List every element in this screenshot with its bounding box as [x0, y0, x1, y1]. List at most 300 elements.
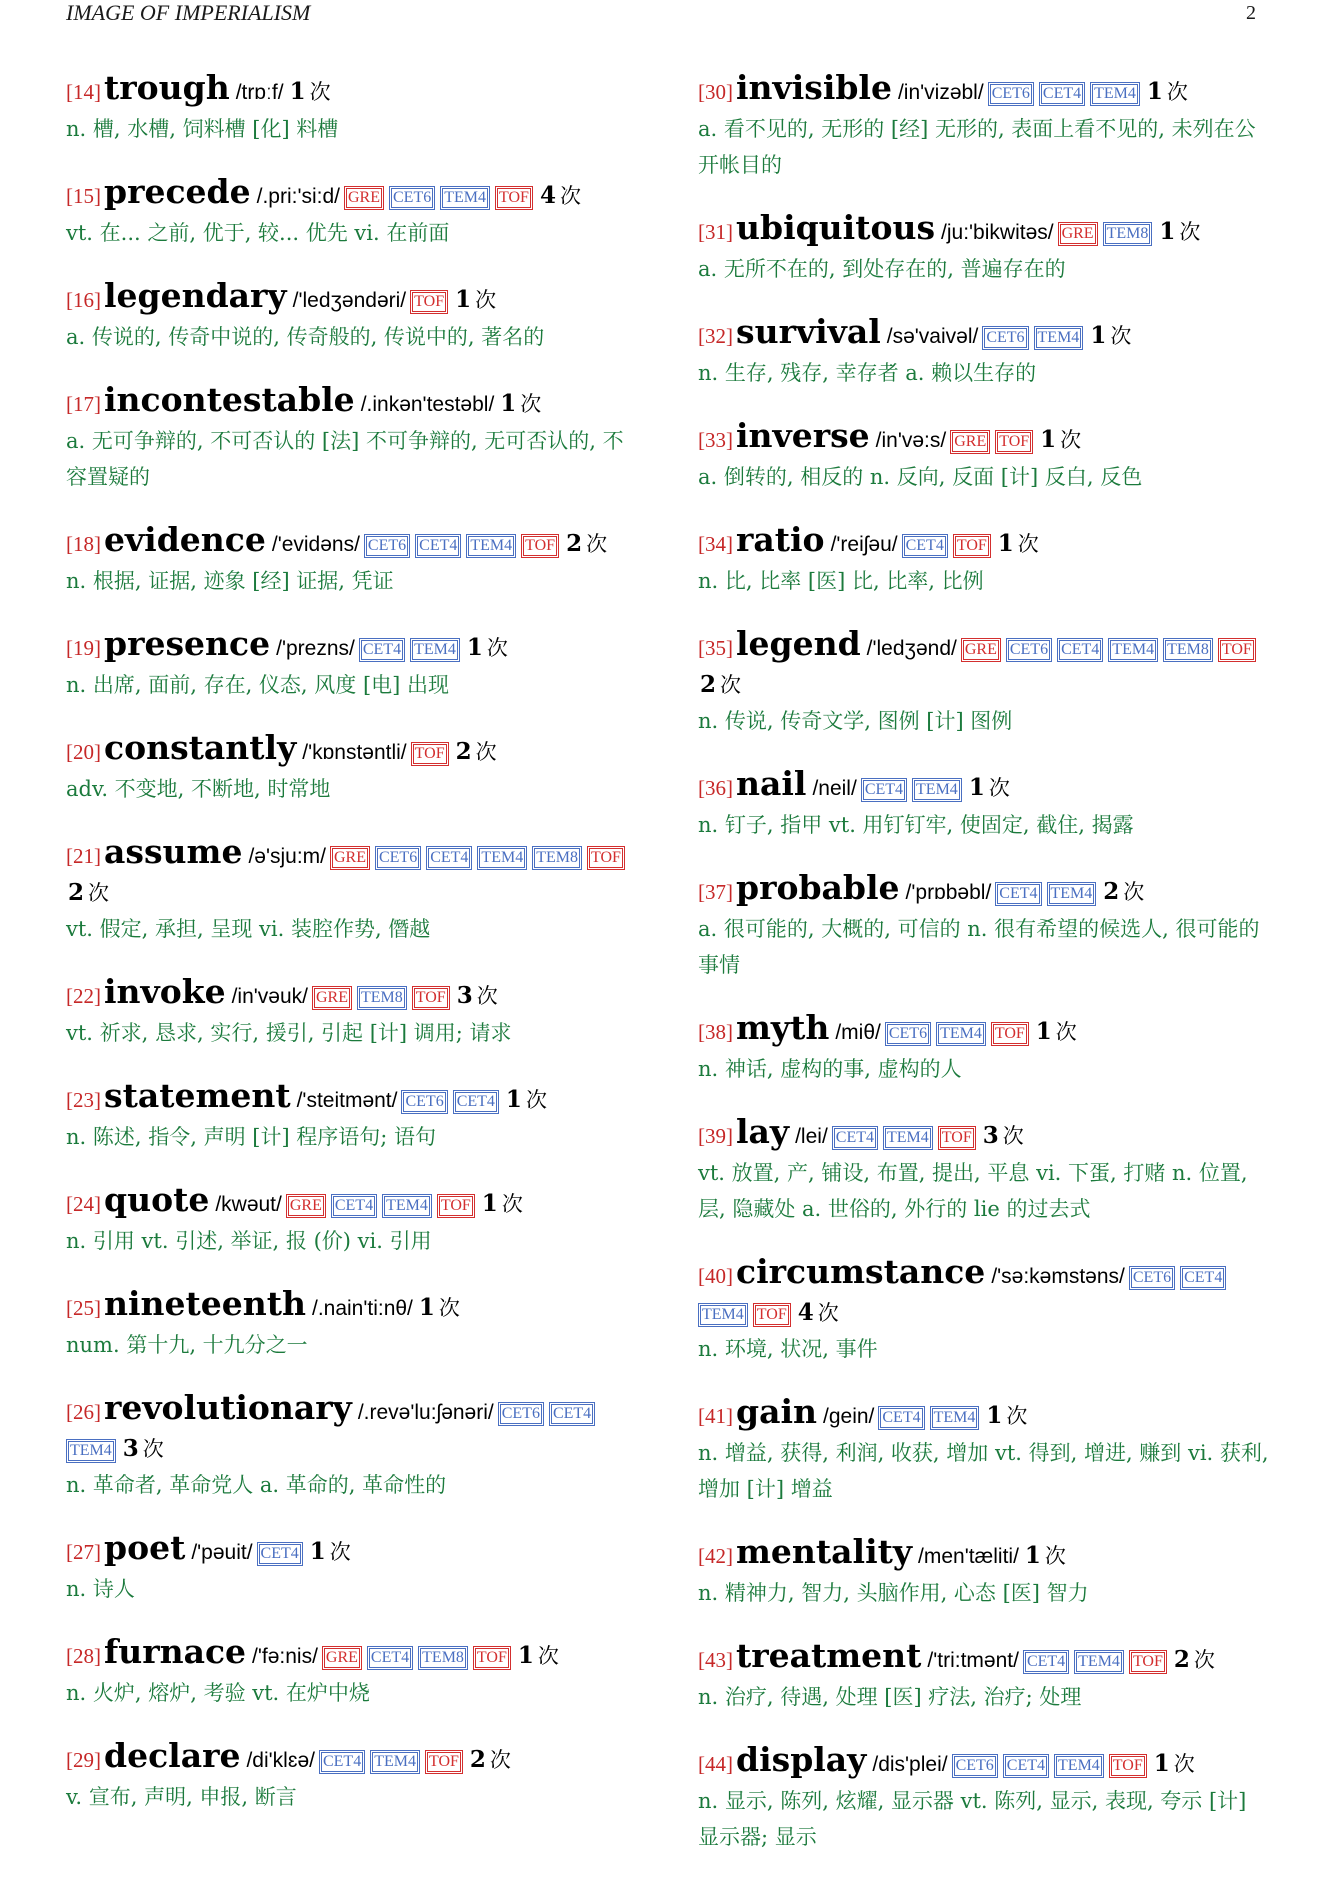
frequency-unit: 次: [489, 1748, 511, 1772]
frequency-unit: 次: [486, 636, 508, 660]
exam-tag-badge: TEM4: [477, 846, 527, 870]
vocab-entry: [698, 766, 1270, 843]
frequency-count: 1: [481, 1190, 498, 1217]
headword: trough: [104, 68, 230, 107]
definition-text: n. 槽, 水槽, 饲料槽 [化] 料槽: [66, 117, 339, 141]
entry-headline: [698, 1638, 1270, 1679]
entry-index: [25]: [66, 1296, 101, 1320]
frequency-count: 2: [455, 738, 472, 765]
frequency-unit: 次: [475, 288, 497, 312]
entry-index: [27]: [66, 1540, 101, 1564]
headword: ubiquitous: [736, 208, 936, 247]
entry-index: [26]: [66, 1400, 101, 1424]
exam-tag-badge: CET4: [359, 638, 405, 662]
phonetic: /ju:'bikwitəs/: [941, 221, 1054, 244]
definition-text: v. 宣布, 声明, 申报, 断言: [66, 1785, 297, 1809]
entry-index: [34]: [698, 532, 733, 556]
phonetic: /'steitmənt/: [296, 1089, 398, 1112]
frequency-unit: 次: [1006, 1404, 1028, 1428]
vocab-entry: [66, 834, 638, 947]
headword: declare: [104, 1736, 241, 1775]
definition-text: a. 无可争辩的, 不可否认的 [法] 不可争辩的, 无可否认的, 不容置疑的: [66, 429, 624, 489]
entry-headline: [698, 210, 1270, 251]
entry-headline: [698, 1114, 1270, 1155]
exam-tag-badge: GRE: [286, 1194, 326, 1218]
phonetic: /'pəuit/: [191, 1541, 253, 1564]
vocab-entry: [698, 1638, 1270, 1715]
definition-text: n. 增益, 获得, 利润, 收获, 增加 vt. 得到, 增进, 赚到 vi. 获利, 增加 [计] 增益: [698, 1441, 1269, 1501]
entry-headline: [66, 1286, 638, 1327]
headword: poet: [104, 1528, 186, 1567]
entry-headline: [66, 974, 638, 1015]
exam-tag-badge: CET6: [982, 326, 1028, 350]
entry-headline: [66, 626, 638, 667]
exam-tag-badge: CET4: [832, 1126, 878, 1150]
exam-tag-badge: TOF: [1218, 638, 1256, 662]
definition-text: adv. 不变地, 不断地, 时常地: [66, 777, 331, 801]
entry-index: [32]: [698, 324, 733, 348]
headword: myth: [736, 1008, 830, 1047]
frequency-count: 3: [456, 982, 473, 1009]
phonetic: /'fə:nis/: [252, 1645, 318, 1668]
vocab-entry: [66, 278, 638, 355]
entry-headline: [66, 1738, 638, 1779]
headword: nineteenth: [104, 1284, 306, 1323]
definition-text: n. 显示, 陈列, 炫耀, 显示器 vt. 陈列, 显示, 表现, 夸示 [计] 显示器; 显示: [698, 1789, 1247, 1849]
entry-headline: [698, 1394, 1270, 1435]
exam-tag-badge: TEM4: [466, 534, 516, 558]
frequency-count: 1: [418, 1294, 435, 1321]
vocab-entry: [698, 418, 1270, 495]
frequency-count: 1: [466, 634, 483, 661]
headword: invoke: [104, 972, 226, 1011]
definition-text: vt. 假定, 承担, 呈现 vi. 装腔作势, 僭越: [66, 917, 431, 941]
entry-index: [38]: [698, 1020, 733, 1044]
exam-tag-badge: TOF: [953, 534, 991, 558]
definition-text: n. 根据, 证据, 迹象 [经] 证据, 凭证: [66, 569, 394, 593]
entry-headline: [66, 70, 638, 111]
definition-text: n. 比, 比率 [医] 比, 比率, 比例: [698, 569, 984, 593]
exam-tag-badge: CET6: [401, 1090, 447, 1114]
definition-text: n. 神话, 虚构的事, 虚构的人: [698, 1057, 962, 1081]
phonetic: /.pri:'si:d/: [256, 185, 340, 208]
frequency-count: 2: [700, 671, 717, 698]
definition-text: vt. 在... 之前, 优于, 较... 优先 vi. 在前面: [66, 221, 450, 245]
exam-tag-badge: GRE: [312, 986, 352, 1010]
frequency-unit: 次: [476, 984, 498, 1008]
definition-text: vt. 放置, 产, 铺设, 布置, 提出, 平息 vi. 下蛋, 打赌 n. 位置, 层, 隐藏处 a. 世俗的, 外行的 lie 的过去式: [698, 1161, 1248, 1221]
frequency-unit: 次: [1166, 80, 1188, 104]
frequency-unit: 次: [501, 1192, 523, 1216]
frequency-count: 1: [517, 1642, 534, 1669]
frequency-unit: 次: [1055, 1020, 1077, 1044]
phonetic: /'prɒbəbl/: [905, 881, 992, 904]
entry-headline: [698, 1254, 1270, 1331]
headword: gain: [736, 1392, 817, 1431]
headword: treatment: [736, 1636, 922, 1675]
entry-index: [43]: [698, 1648, 733, 1672]
vocab-entry: [66, 1530, 638, 1607]
phonetic: /lei/: [795, 1125, 828, 1148]
headword: probable: [736, 868, 900, 907]
exam-tag-badge: TEM4: [698, 1303, 748, 1327]
entry-index: [21]: [66, 844, 101, 868]
definition-text: n. 诗人: [66, 1577, 135, 1601]
exam-tag-badge: TEM4: [930, 1406, 980, 1430]
headword: constantly: [104, 728, 297, 767]
vocab-entry: [698, 1114, 1270, 1227]
headword: display: [736, 1740, 867, 1779]
vocab-entry: [698, 870, 1270, 983]
entry-headline: [698, 626, 1270, 703]
vocab-entry: [66, 1182, 638, 1259]
entry-index: [23]: [66, 1088, 101, 1112]
definition-text: a. 倒转的, 相反的 n. 反向, 反面 [计] 反白, 反色: [698, 465, 1143, 489]
exam-tag-badge: CET4: [426, 846, 472, 870]
exam-tag-badge: TEM4: [382, 1194, 432, 1218]
exam-tag-badge: GRE: [1058, 222, 1098, 246]
entry-index: [14]: [66, 80, 101, 104]
phonetic: /in'və:s/: [875, 429, 947, 452]
entry-index: [18]: [66, 532, 101, 556]
phonetic: /neil/: [812, 777, 857, 800]
frequency-count: 2: [68, 879, 85, 906]
definition-text: n. 环境, 状况, 事件: [698, 1337, 878, 1361]
entry-headline: [698, 1010, 1270, 1051]
definition-text: n. 生存, 残存, 幸存者 a. 赖以生存的: [698, 361, 1037, 385]
frequency-count: 1: [289, 78, 306, 105]
frequency-unit: 次: [520, 392, 542, 416]
entry-index: [44]: [698, 1752, 733, 1776]
definition-text: n. 陈述, 指令, 声明 [计] 程序语句; 语句: [66, 1125, 437, 1149]
headword: incontestable: [104, 380, 355, 419]
frequency-unit: 次: [1017, 532, 1039, 556]
entry-index: [16]: [66, 288, 101, 312]
exam-tag-badge: TOF: [495, 186, 533, 210]
frequency-unit: 次: [1002, 1124, 1024, 1148]
frequency-count: 2: [566, 530, 583, 557]
headword: circumstance: [736, 1252, 986, 1291]
exam-tag-badge: CET4: [453, 1090, 499, 1114]
vocab-entry: [698, 210, 1270, 287]
frequency-unit: 次: [1173, 1752, 1195, 1776]
definition-text: n. 革命者, 革命党人 a. 革命的, 革命性的: [66, 1473, 447, 1497]
headword: lay: [736, 1112, 790, 1151]
entry-headline: [698, 70, 1270, 111]
frequency-unit: 次: [88, 881, 110, 905]
entry-headline: [66, 1078, 638, 1119]
frequency-unit: 次: [559, 184, 581, 208]
vocab-entry: [698, 314, 1270, 391]
vocab-entry: [698, 626, 1270, 739]
frequency-unit: 次: [1044, 1544, 1066, 1568]
entry-headline: [66, 834, 638, 911]
frequency-count: 1: [505, 1086, 522, 1113]
frequency-unit: 次: [475, 740, 497, 764]
headword: quote: [104, 1180, 210, 1219]
entry-index: [19]: [66, 636, 101, 660]
exam-tag-badge: TEM4: [66, 1439, 116, 1463]
headword: survival: [736, 312, 881, 351]
exam-tag-badge: CET4: [861, 778, 907, 802]
entry-headline: [66, 382, 638, 423]
exam-tag-badge: TOF: [995, 430, 1033, 454]
frequency-count: 1: [1024, 1542, 1041, 1569]
headword: legend: [736, 624, 861, 663]
entry-headline: [698, 1534, 1270, 1575]
vocab-entry: [66, 382, 638, 495]
headword: evidence: [104, 520, 266, 559]
definition-text: a. 很可能的, 大概的, 可信的 n. 很有希望的候选人, 很可能的事情: [698, 917, 1260, 977]
frequency-unit: 次: [1110, 324, 1132, 348]
headword: invisible: [736, 68, 892, 107]
entry-headline: [66, 1634, 638, 1675]
entry-index: [24]: [66, 1192, 101, 1216]
vocab-entry: [698, 1254, 1270, 1367]
exam-tag-badge: CET4: [1039, 82, 1085, 106]
phonetic: /di'klɛə/: [246, 1749, 315, 1772]
exam-tag-badge: TEM4: [1090, 82, 1140, 106]
phonetic: /'tri:tmənt/: [927, 1649, 1019, 1672]
exam-tag-badge: GRE: [961, 638, 1001, 662]
vocab-entry: [66, 974, 638, 1051]
exam-tag-badge: CET4: [367, 1646, 413, 1670]
exam-tag-badge: CET6: [952, 1754, 998, 1778]
definition-text: n. 出席, 面前, 存在, 仪态, 风度 [电] 出现: [66, 673, 450, 697]
entry-index: [33]: [698, 428, 733, 452]
phonetic: /'evidəns/: [271, 533, 360, 556]
exam-tag-badge: TEM4: [410, 638, 460, 662]
frequency-count: 2: [1103, 878, 1120, 905]
exam-tag-badge: CET6: [885, 1022, 931, 1046]
definition-text: n. 传说, 传奇文学, 图例 [计] 图例: [698, 709, 1013, 733]
headword: precede: [104, 172, 251, 211]
vocab-entry: [698, 1394, 1270, 1507]
exam-tag-badge: CET6: [988, 82, 1034, 106]
frequency-unit: 次: [1179, 220, 1201, 244]
exam-tag-badge: TEM4: [936, 1022, 986, 1046]
exam-tag-badge: TEM4: [370, 1750, 420, 1774]
entry-index: [20]: [66, 740, 101, 764]
exam-tag-badge: CET4: [878, 1406, 924, 1430]
exam-tag-badge: TOF: [1109, 1754, 1147, 1778]
definition-text: a. 无所不在的, 到处存在的, 普遍存在的: [698, 257, 1066, 281]
vocab-entry: [66, 1738, 638, 1815]
phonetic: /miθ/: [835, 1021, 881, 1044]
exam-tag-badge: CET6: [1129, 1266, 1175, 1290]
entry-index: [42]: [698, 1544, 733, 1568]
vocab-entry: [66, 1634, 638, 1711]
entry-index: [28]: [66, 1644, 101, 1668]
exam-tag-badge: TEM4: [440, 186, 490, 210]
exam-tag-badge: CET4: [319, 1750, 365, 1774]
exam-tag-badge: CET4: [1003, 1754, 1049, 1778]
frequency-count: 1: [309, 1538, 326, 1565]
exam-tag-badge: TOF: [587, 846, 625, 870]
exam-tag-badge: TOF: [991, 1022, 1029, 1046]
frequency-count: 1: [1035, 1018, 1052, 1045]
vocab-entry: [66, 174, 638, 251]
vocab-entry: [66, 1390, 638, 1503]
frequency-unit: 次: [988, 776, 1010, 800]
definition-text: vt. 祈求, 恳求, 实行, 援引, 引起 [计] 调用; 请求: [66, 1021, 512, 1045]
frequency-unit: 次: [438, 1296, 460, 1320]
page-number: 2: [1246, 2, 1256, 24]
frequency-count: 1: [968, 774, 985, 801]
exam-tag-badge: TEM8: [357, 986, 407, 1010]
headword: furnace: [104, 1632, 247, 1671]
exam-tag-badge: TEM4: [912, 778, 962, 802]
entry-headline: [698, 522, 1270, 563]
frequency-count: 1: [1153, 1750, 1170, 1777]
headword: presence: [104, 624, 271, 663]
exam-tag-badge: TEM4: [883, 1126, 933, 1150]
exam-tag-badge: TEM8: [1103, 222, 1153, 246]
phonetic: /in'vizəbl/: [897, 81, 984, 104]
frequency-count: 2: [1173, 1646, 1190, 1673]
headword: inverse: [736, 416, 870, 455]
exam-tag-badge: CET6: [1006, 638, 1052, 662]
exam-tag-badge: TEM4: [1108, 638, 1158, 662]
entry-index: [37]: [698, 880, 733, 904]
frequency-unit: 次: [1060, 428, 1082, 452]
definition-text: a. 传说的, 传奇中说的, 传奇般的, 传说中的, 著名的: [66, 325, 545, 349]
entry-headline: [698, 418, 1270, 459]
phonetic: /'reiʃəu/: [830, 533, 898, 556]
entry-index: [41]: [698, 1404, 733, 1428]
entry-headline: [66, 1530, 638, 1571]
frequency-count: 1: [986, 1402, 1003, 1429]
phonetic: /gein/: [823, 1405, 875, 1428]
entry-headline: [698, 1742, 1270, 1783]
exam-tag-badge: CET6: [498, 1402, 544, 1426]
exam-tag-badge: TOF: [410, 290, 448, 314]
exam-tag-badge: TEM4: [1047, 882, 1097, 906]
phonetic: /.nain'ti:nθ/: [311, 1297, 413, 1320]
exam-tag-badge: TOF: [938, 1126, 976, 1150]
exam-tag-badge: TEM8: [1163, 638, 1213, 662]
exam-tag-badge: CET6: [364, 534, 410, 558]
exam-tag-badge: TOF: [425, 1750, 463, 1774]
vocab-entry: [698, 1742, 1270, 1855]
exam-tag-badge: CET4: [902, 534, 948, 558]
entry-headline: [66, 1182, 638, 1223]
vocab-entry: [698, 70, 1270, 183]
exam-tag-badge: CET4: [1057, 638, 1103, 662]
exam-tag-badge: CET4: [257, 1542, 303, 1566]
entry-index: [17]: [66, 392, 101, 416]
headword: revolutionary: [104, 1388, 352, 1427]
exam-tag-badge: CET4: [549, 1402, 595, 1426]
frequency-count: 1: [455, 286, 472, 313]
exam-tag-badge: CET4: [1023, 1650, 1069, 1674]
exam-tag-badge: CET4: [1180, 1266, 1226, 1290]
page-header: [66, 0, 1256, 30]
headword: assume: [104, 832, 243, 871]
frequency-unit: 次: [817, 1301, 839, 1325]
vocab-entry: [698, 1010, 1270, 1087]
entry-index: [29]: [66, 1748, 101, 1772]
definition-text: n. 治疗, 待遇, 处理 [医] 疗法, 治疗; 处理: [698, 1685, 1082, 1709]
frequency-count: 3: [122, 1435, 139, 1462]
entry-index: [40]: [698, 1264, 733, 1288]
entry-index: [22]: [66, 984, 101, 1008]
frequency-count: 1: [1090, 322, 1107, 349]
exam-tag-badge: TEM8: [418, 1646, 468, 1670]
frequency-unit: 次: [1123, 880, 1145, 904]
exam-tag-badge: GRE: [344, 186, 384, 210]
exam-tag-badge: CET4: [995, 882, 1041, 906]
entry-index: [15]: [66, 184, 101, 208]
exam-tag-badge: TOF: [1129, 1650, 1167, 1674]
exam-tag-badge: TOF: [521, 534, 559, 558]
phonetic: /'sə:kəmstəns/: [991, 1265, 1125, 1288]
exam-tag-badge: TOF: [437, 1194, 475, 1218]
entry-headline: [66, 1390, 638, 1467]
entry-headline: [66, 730, 638, 771]
frequency-count: 4: [539, 182, 556, 209]
frequency-unit: 次: [329, 1540, 351, 1564]
frequency-unit: 次: [586, 532, 608, 556]
phonetic: /'kɒnstəntli/: [302, 741, 407, 764]
frequency-unit: 次: [142, 1437, 164, 1461]
phonetic: /men'tæliti/: [918, 1545, 1019, 1568]
exam-tag-badge: CET6: [375, 846, 421, 870]
frequency-count: 1: [1159, 218, 1176, 245]
definition-text: n. 引用 vt. 引述, 举证, 报 (价) vi. 引用: [66, 1229, 432, 1253]
phonetic: /kwəut/: [215, 1193, 282, 1216]
frequency-count: 2: [469, 1746, 486, 1773]
frequency-count: 3: [982, 1122, 999, 1149]
book-title: IMAGE OF IMPERIALISM: [66, 0, 311, 25]
frequency-count: 1: [997, 530, 1014, 557]
vocab-entry: [66, 730, 638, 807]
entry-index: [36]: [698, 776, 733, 800]
headword: statement: [104, 1076, 291, 1115]
headword: nail: [736, 764, 807, 803]
frequency-unit: 次: [537, 1644, 559, 1668]
frequency-count: 1: [1146, 78, 1163, 105]
entry-headline: [66, 278, 638, 319]
exam-tag-badge: TOF: [411, 742, 449, 766]
exam-tag-badge: TEM4: [1074, 1650, 1124, 1674]
vocab-entry: [66, 70, 638, 147]
entry-headline: [698, 766, 1270, 807]
exam-tag-badge: CET6: [389, 186, 435, 210]
phonetic: /dis'plei/: [872, 1753, 948, 1776]
entry-headline: [66, 174, 638, 215]
frequency-count: 4: [797, 1299, 814, 1326]
headword: legendary: [104, 276, 287, 315]
phonetic: /ə'sju:m/: [248, 845, 326, 868]
definition-text: n. 钉子, 指甲 vt. 用钉钉牢, 使固定, 截住, 揭露: [698, 813, 1134, 837]
exam-tag-badge: GRE: [330, 846, 370, 870]
phonetic: /trɒːf/: [235, 81, 284, 104]
entry-headline: [698, 314, 1270, 355]
right-column: [698, 70, 1270, 1882]
exam-tag-badge: TEM8: [532, 846, 582, 870]
entry-headline: [698, 870, 1270, 911]
entry-index: [31]: [698, 220, 733, 244]
definition-text: num. 第十九, 十九分之一: [66, 1333, 308, 1357]
phonetic: /in'vəuk/: [231, 985, 308, 1008]
exam-tag-badge: GRE: [322, 1646, 362, 1670]
headword: mentality: [736, 1532, 913, 1571]
phonetic: /'prezns/: [276, 637, 355, 660]
phonetic: /'ledʒəndəri/: [292, 289, 407, 312]
exam-tag-badge: CET4: [331, 1194, 377, 1218]
entry-index: [35]: [698, 636, 733, 660]
